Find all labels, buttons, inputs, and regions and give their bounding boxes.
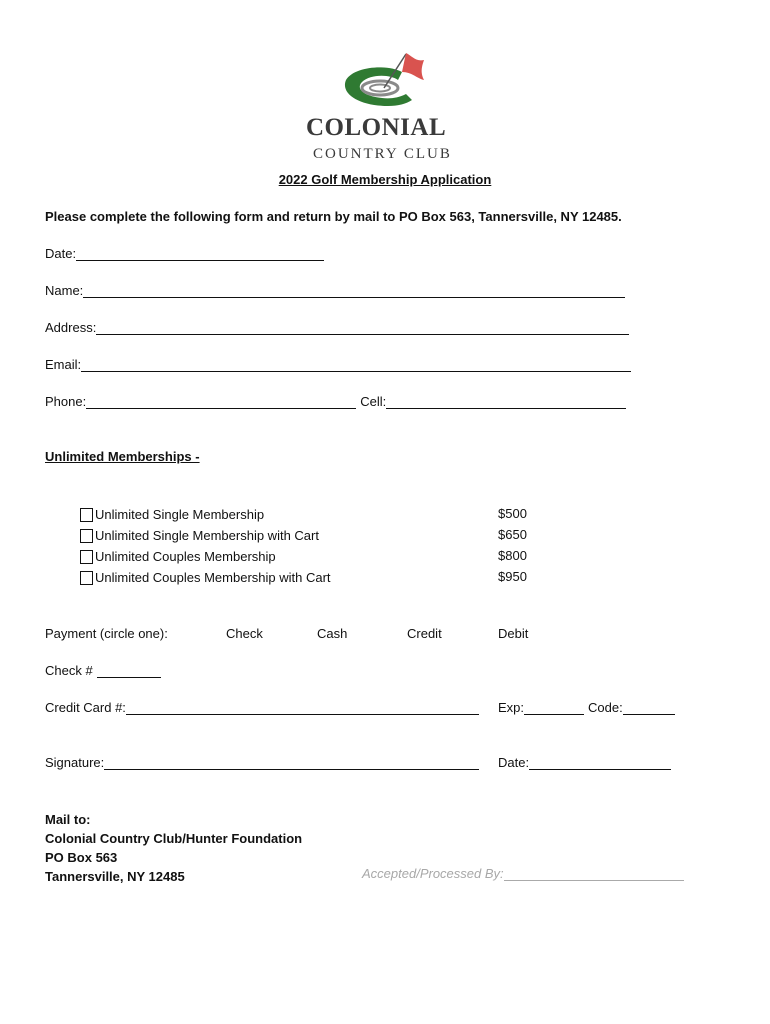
membership-list: [80, 504, 540, 588]
date-input-line[interactable]: [76, 246, 324, 261]
phone-row: [45, 394, 626, 409]
checkbox[interactable]: [80, 550, 93, 564]
payment-row: [45, 626, 745, 644]
accepted-by-label: Accepted/Processed By:: [362, 866, 504, 881]
accepted-by-line: [504, 866, 684, 881]
date-label: Date:: [45, 246, 77, 261]
signature-label: Signature:: [45, 755, 105, 770]
checkbox[interactable]: [80, 571, 93, 585]
email-row: [45, 357, 631, 372]
mail-to-line: Colonial Country Club/Hunter Foundation: [45, 831, 303, 846]
memberships-heading: Unlimited Memberships -: [45, 449, 200, 464]
form-instructions: Please complete the following form and return by mail to PO Box 563, Tannersville, NY 12485.: [45, 209, 622, 224]
check-number-label: Check #: [45, 663, 93, 678]
payment-option-cash[interactable]: Cash: [317, 626, 348, 641]
code-label: Code:: [588, 700, 623, 715]
email-input-line[interactable]: [81, 357, 631, 372]
cell-label: Cell:: [360, 394, 387, 409]
name-input-line[interactable]: [83, 283, 625, 298]
signature-date-label: Date:: [498, 755, 530, 770]
check-number-row: [45, 663, 161, 678]
mail-to-line: PO Box 563: [45, 850, 118, 865]
membership-label: Unlimited Single Membership with Cart: [95, 528, 319, 543]
cell-input-line[interactable]: [386, 394, 626, 409]
golf-flag-logo-icon: [340, 50, 440, 115]
accepted-by-row: [362, 866, 684, 881]
signature-date-input-line[interactable]: [529, 755, 671, 770]
date-row: [45, 246, 324, 261]
address-label: Address:: [45, 320, 97, 335]
payment-option-check[interactable]: Check: [226, 626, 263, 641]
code-input-line[interactable]: [623, 700, 675, 715]
membership-option[interactable]: [80, 567, 540, 588]
membership-option[interactable]: [80, 504, 540, 525]
credit-card-row: [45, 700, 479, 715]
membership-price: $650: [498, 527, 527, 542]
phone-label: Phone:: [45, 394, 87, 409]
membership-option[interactable]: [80, 546, 540, 567]
check-number-input-line[interactable]: [97, 663, 161, 678]
membership-label: Unlimited Couples Membership with Cart: [95, 570, 331, 585]
mail-to-block: [45, 810, 302, 886]
signature-row: [45, 755, 479, 770]
exp-label: Exp:: [498, 700, 525, 715]
brand-name: COLONIAL: [306, 114, 447, 141]
name-label: Name:: [45, 283, 84, 298]
address-input-line[interactable]: [96, 320, 629, 335]
payment-option-debit[interactable]: Debit: [498, 626, 529, 641]
club-logo: [300, 50, 470, 170]
checkbox[interactable]: [80, 529, 93, 543]
phone-input-line[interactable]: [86, 394, 356, 409]
membership-price: $950: [498, 569, 527, 584]
signature-input-line[interactable]: [104, 755, 479, 770]
membership-label: Unlimited Single Membership: [95, 507, 265, 522]
membership-option[interactable]: [80, 525, 540, 546]
name-row: [45, 283, 625, 298]
email-label: Email:: [45, 357, 82, 372]
membership-price: $500: [498, 506, 527, 521]
exp-code-row: [498, 700, 675, 715]
credit-card-label: Credit Card #:: [45, 700, 126, 715]
membership-label: Unlimited Couples Membership: [95, 549, 276, 564]
brand-subtitle: COUNTRY CLUB: [313, 146, 452, 162]
credit-card-input-line[interactable]: [126, 700, 479, 715]
signature-date-row: [498, 755, 671, 770]
payment-option-credit[interactable]: Credit: [407, 626, 442, 641]
membership-price: $800: [498, 548, 527, 563]
mail-to-heading: Mail to:: [45, 812, 91, 827]
address-row: [45, 320, 629, 335]
checkbox[interactable]: [80, 508, 93, 522]
mail-to-line: Tannersville, NY 12485: [45, 869, 185, 884]
exp-input-line[interactable]: [524, 700, 584, 715]
payment-label: Payment (circle one):: [45, 626, 168, 641]
form-title: 2022 Golf Membership Application: [278, 172, 492, 187]
